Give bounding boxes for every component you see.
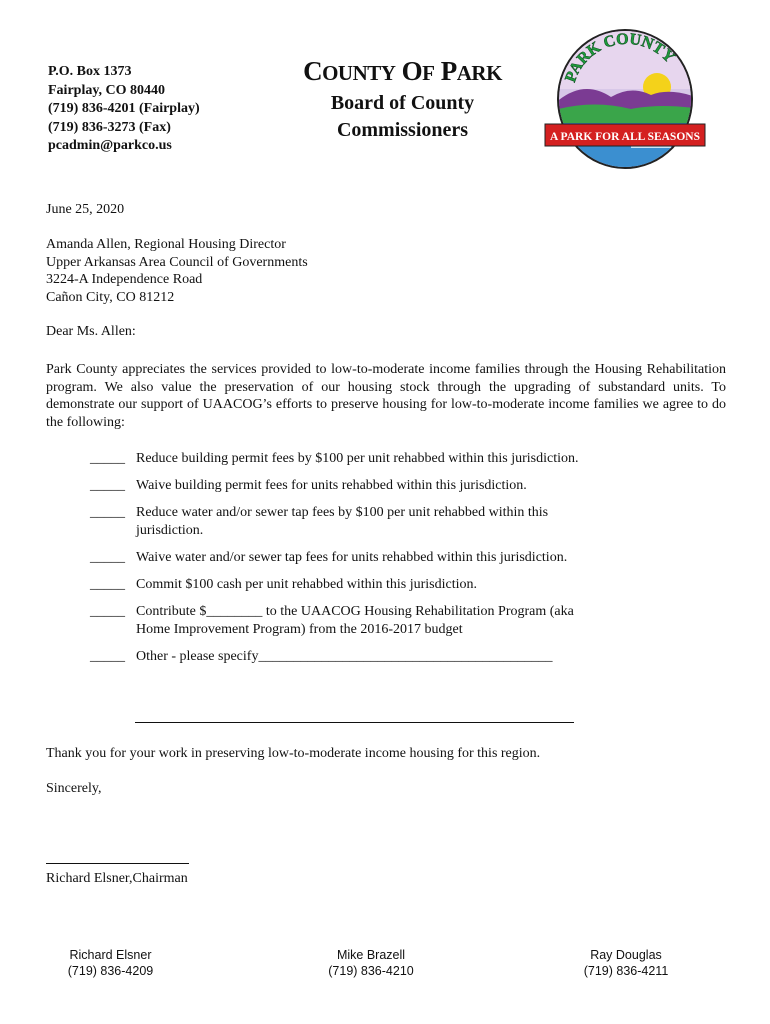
address-fax: (719) 836-3273 (Fax) — [48, 119, 171, 135]
checkbox-blank[interactable]: _____ — [90, 604, 125, 620]
option-text: Commit $100 cash per unit rehabbed within this jurisdiction. — [136, 576, 478, 592]
park-county-logo — [541, 29, 709, 179]
other-specify-line[interactable] — [135, 708, 574, 723]
recipient-org: Upper Arkansas Area Council of Governments — [46, 254, 308, 270]
option-text: Reduce building permit fees by $100 per unit rehabbed within this jurisdiction. — [136, 451, 579, 466]
salutation: Dear Ms. Allen: — [46, 324, 136, 339]
county-name — [270, 54, 535, 90]
address-po-box: P.O. Box 1373 — [48, 64, 132, 79]
title-f: F — [422, 61, 435, 85]
recipient-name: Amanda Allen, Regional Housing Director — [46, 237, 286, 252]
option-text: Waive water and/or sewer tap fees for units rehabbed within this jurisdiction. — [136, 549, 568, 565]
list-item — [90, 576, 590, 594]
letterhead-address — [48, 63, 200, 156]
commissioner-phone: (719) 836-4210 — [328, 964, 414, 978]
checkbox-blank[interactable]: _____ — [90, 451, 125, 466]
letterhead-title — [270, 54, 535, 144]
address-phone: (719) 836-4201 (Fairplay) — [48, 101, 200, 116]
checkbox-blank[interactable]: _____ — [90, 648, 125, 664]
footer-commissioner-2 — [326, 947, 416, 979]
commissioner-name: Richard Elsner — [69, 948, 152, 962]
option-text: Other - please specify__________________________________________ — [136, 648, 553, 664]
signature-line[interactable] — [46, 863, 189, 864]
title-c: C — [303, 56, 323, 86]
checkbox-blank[interactable]: _____ — [90, 505, 125, 521]
checkbox-blank[interactable]: _____ — [90, 478, 125, 494]
title-ounty: OUNTY — [322, 61, 396, 85]
commissioner-name: Mike Brazell — [336, 948, 406, 962]
title-o: O — [401, 56, 423, 86]
logo-arc-text: PARK COUNTY — [562, 30, 678, 85]
logo-banner-text: A PARK FOR ALL SEASONS — [550, 131, 700, 143]
title-ark: ARK — [456, 61, 502, 85]
recipient-street: 3224-A Independence Road — [46, 272, 203, 288]
intro-paragraph: Park County appreciates the services provided to low-to-moderate income families through the Housing Rehabilitation program. We also value the preservation of our housing stock through the upgrading of substandard units. To demonstrate our support of UAACOG’s efforts to preserve housing for low-to-moderate income families we agree to do the following: — [46, 362, 726, 430]
title-p: P — [440, 56, 457, 86]
option-text: Contribute $________ to the UAACOG Housing Rehabilitation Program (aka Home Improvement Program) from the 2016-2017 budget — [136, 604, 574, 637]
commissioner-phone: (719) 836-4211 — [583, 964, 669, 978]
list-item — [90, 648, 590, 666]
commissioner-phone: (719) 836-4209 — [67, 964, 154, 978]
footer-commissioner-1 — [58, 947, 163, 979]
list-item — [90, 477, 590, 495]
closing: Sincerely, — [46, 781, 102, 796]
thank-you-line: Thank you for your work in preserving low-to-moderate income housing for this region. — [46, 746, 541, 761]
list-item — [90, 450, 590, 468]
board-title-line2: Commissioners — [336, 119, 469, 141]
letter-date: June 25, 2020 — [46, 202, 125, 217]
commissioner-name: Ray Douglas — [590, 948, 662, 962]
checkbox-blank[interactable]: _____ — [90, 576, 125, 592]
footer-commissioner-3 — [576, 947, 676, 979]
address-city: Fairplay, CO 80440 — [48, 82, 166, 98]
option-text: Waive building permit fees for units rehabbed within this jurisdiction. — [136, 478, 527, 494]
options-list — [90, 450, 590, 675]
list-item — [90, 504, 590, 539]
park-county-seal — [541, 29, 709, 179]
board-title-line1: Board of County — [330, 92, 475, 114]
checkbox-blank[interactable]: _____ — [90, 549, 125, 565]
recipient-city: Cañon City, CO 81212 — [46, 289, 175, 305]
list-item — [90, 603, 590, 638]
signature-name: Richard Elsner,Chairman — [46, 871, 188, 886]
address-email: pcadmin@parkco.us — [48, 138, 172, 153]
recipient-block — [46, 236, 308, 306]
list-item — [90, 549, 590, 567]
option-text: Reduce water and/or sewer tap fees by $100 per unit rehabbed within this jurisdiction. — [136, 505, 549, 538]
